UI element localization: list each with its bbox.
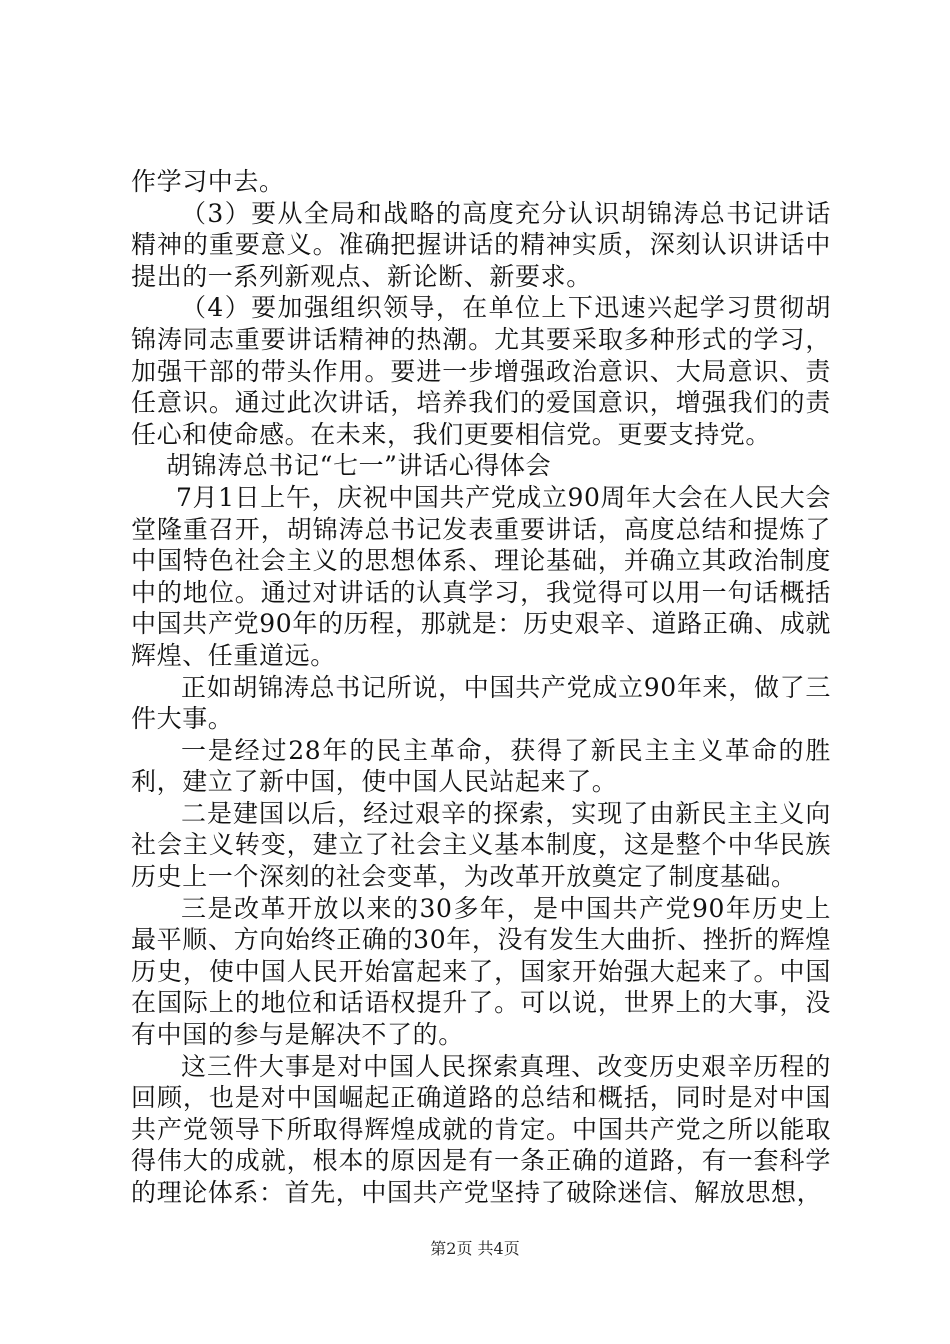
paragraph-event-one: 一是经过28年的民主革命，获得了新民主主义革命的胜利，建立了新中国，使中国人民站起来了。	[131, 735, 831, 797]
paragraph-summary: 这三件大事是对中国人民探索真理、改变历史艰辛历程的回顾，也是对中国崛起正确道路的总结和概括，同时是对中国共产党领导下所取得辉煌成就的肯定。中国共产党之所以能取得伟大的成就，根本的原因是有一条正确的道路，有一套科学的理论体系：首先，中国共产党坚持了破除迷信、解放思想，	[131, 1051, 831, 1207]
paragraph-three-events: 正如胡锦涛总书记所说，中国共产党成立90年来，做了三件大事。	[131, 672, 831, 734]
section-heading: 胡锦涛总书记“七一”讲话心得体会	[166, 451, 552, 481]
paragraph-event-two: 二是建国以后，经过艰辛的探索，实现了由新民主主义向社会主义转变，建立了社会主义基本制度，这是整个中华民族历史上一个深刻的社会变革，为改革开放奠定了制度基础。	[131, 798, 831, 892]
document-body	[131, 166, 831, 1209]
paragraph-event-three: 三是改革开放以来的30多年，是中国共产党90年历史上最平顺、方向始终正确的30年，没有发生大曲折、挫折的辉煌历史，使中国人民开始富起来了，国家开始强大起来了。中国在国际上的地位和话语权提升了。可以说，世界上的大事，没有中国的参与是解决不了的。	[131, 893, 831, 1050]
paragraph-point-3: （3）要从全局和战略的高度充分认识胡锦涛总书记讲话精神的重要意义。准确把握讲话的精神实质，深刻认识讲话中提出的一系列新观点、新论断、新要求。	[131, 198, 831, 291]
paragraph-intro: 7月1日上午，庆祝中国共产党成立90周年大会在人民大会堂隆重召开，胡锦涛总书记发表重要讲话，高度总结和提炼了中国特色社会主义的思想体系、理论基础，并确立其政治制度中的地位。通过对讲话的认真学习，我觉得可以用一句话概括中国共产党90年的历程，那就是：历史艰辛、道路正确、成就辉煌、任重道远。	[131, 482, 831, 670]
paragraph-point-4: （4）要加强组织领导，在单位上下迅速兴起学习贯彻胡锦涛同志重要讲话精神的热潮。尤其要采取多种形式的学习，加强干部的带头作用。要进一步增强政治意识、大局意识、责任意识。通过此次讲话，培养我们的爱国意识，增强我们的责任心和使命感。在未来，我们更要相信党。更要支持党。	[131, 293, 831, 449]
page-number-footer: 第2页 共4页	[430, 1239, 520, 1258]
paragraph-continuation: 作学习中去。	[131, 167, 285, 196]
